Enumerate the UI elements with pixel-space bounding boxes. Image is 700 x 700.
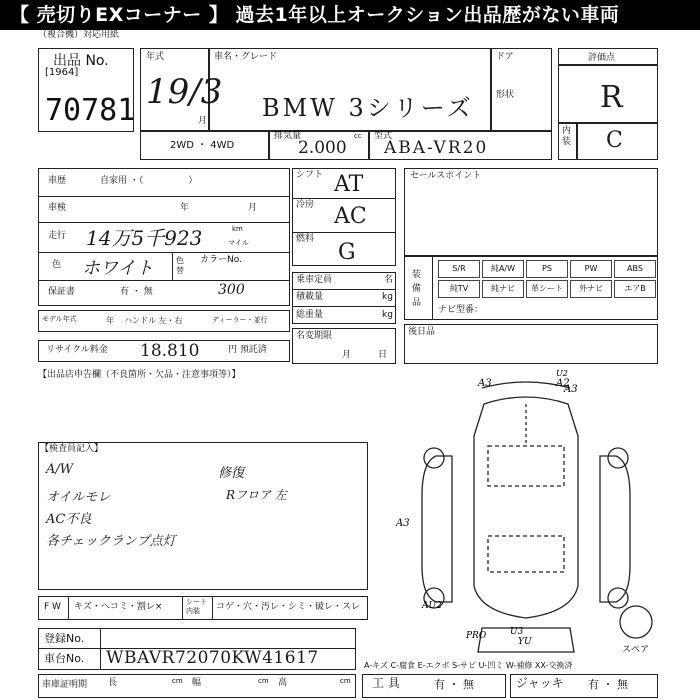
year-suffix: 月 bbox=[198, 116, 208, 126]
mark-2: A2 bbox=[556, 378, 570, 389]
equipment-item: 外ナビ bbox=[570, 280, 612, 298]
displacement-value: 2.000 bbox=[298, 138, 347, 158]
deadline-day: 日 bbox=[378, 350, 388, 360]
equipment-label: 装備品 bbox=[412, 270, 422, 308]
color-label: 色 bbox=[52, 260, 62, 270]
fw-label: F W bbox=[44, 602, 61, 612]
inspection-month: 月 bbox=[248, 203, 258, 213]
weight-label: 総重量 bbox=[296, 310, 324, 320]
recycle-label: リサイクル料金 bbox=[46, 345, 108, 355]
fuel-value: G bbox=[338, 240, 356, 265]
model-year-dealer: ディーラー・並行 bbox=[212, 316, 268, 324]
damage-legend: A-キズ C-腐食 E-エクボ S-サビ U-凹ミ W-補修 XX-交換済 bbox=[364, 661, 573, 670]
drive-options: 2WD ・ 4WD bbox=[170, 140, 235, 151]
inspector-right-1: 修復 bbox=[218, 466, 245, 481]
mark-4: A3 bbox=[396, 518, 410, 529]
mark-8: YU bbox=[518, 637, 532, 647]
load-label: 積載量 bbox=[296, 292, 324, 302]
lot-label: 出品 No. bbox=[53, 53, 109, 69]
model-label: 車名・グレード bbox=[214, 52, 278, 62]
tools-options: 有 ・ 無 bbox=[434, 678, 474, 691]
top-note: （複合機）対応用紙 bbox=[38, 30, 120, 40]
recycle-unit: 円 預託済 bbox=[228, 345, 267, 355]
aircon-value: AC bbox=[334, 204, 367, 229]
lot-small: [1964] bbox=[45, 67, 79, 78]
inspection-label: 車検 bbox=[48, 203, 67, 213]
color-code-label: カラーNo. bbox=[200, 255, 242, 265]
shift-value: AT bbox=[334, 172, 364, 197]
fuel-label: 燃料 bbox=[296, 234, 315, 244]
door-label: ドア bbox=[496, 52, 514, 62]
jack-options: 有 ・ 無 bbox=[588, 678, 628, 691]
post-check-box bbox=[404, 324, 658, 364]
inspection-year: 年 bbox=[180, 203, 190, 213]
vin-label: 車台No. bbox=[44, 652, 85, 665]
mileage-unit-mile: マイル bbox=[228, 239, 249, 247]
warranty-options: 有 ・ 無 bbox=[120, 287, 153, 297]
fw-items: キズ・ヘコミ・割レ× bbox=[74, 602, 163, 612]
warranty-label: 保証書 bbox=[48, 287, 76, 297]
mileage-label: 走行 bbox=[48, 231, 67, 241]
cert-col-6: cm bbox=[340, 677, 351, 685]
equipment-item: 純ナビ bbox=[482, 280, 524, 298]
mark-6: PRO bbox=[466, 631, 487, 641]
year-value: 19/3 bbox=[146, 72, 223, 112]
grade-value: R bbox=[600, 80, 623, 115]
banner-title: 【 売切りEXコーナー 】 過去1年以上オークション出品歴がない車両 bbox=[0, 0, 700, 30]
equipment-item: PS bbox=[526, 260, 568, 278]
color-change-label: 色替 bbox=[176, 256, 184, 275]
inspector-right-2: Rフロア 左 bbox=[226, 488, 287, 502]
vin-value: WBAVR72070KW41617 bbox=[106, 648, 319, 668]
capacity-unit: 名 bbox=[384, 275, 394, 285]
defect-report-label: 【出品店申告欄（不良箇所・欠品・注意事項等）】 bbox=[38, 370, 241, 380]
history-label: 車歴 bbox=[48, 176, 67, 186]
mark-3: A3 bbox=[564, 384, 578, 395]
damage-marks bbox=[395, 369, 649, 655]
aircon-label: 冷房 bbox=[296, 200, 315, 210]
cert-col-1: 長 bbox=[108, 678, 118, 688]
mark-1: A3 bbox=[478, 378, 492, 389]
shift-label: シフト bbox=[296, 170, 324, 180]
cert-col-3: 幅 bbox=[192, 678, 202, 688]
equipment-item: 純TV bbox=[438, 280, 480, 298]
interior-label: 内装 bbox=[562, 126, 572, 147]
year-label: 年式 bbox=[146, 52, 165, 62]
cert-col-2: cm bbox=[172, 677, 183, 685]
model-year-label: モデル年式 bbox=[42, 315, 77, 323]
displacement-unit: cc bbox=[354, 132, 362, 140]
displacement-label: 排気量 bbox=[274, 131, 302, 141]
equipment-item: S/R bbox=[438, 260, 480, 278]
reg-label: 登録No. bbox=[44, 632, 85, 645]
fw-seat: シート内装 bbox=[186, 598, 207, 615]
history-options: 自家用 ・（ ） bbox=[100, 176, 198, 186]
color-code-value: 300 bbox=[218, 282, 245, 298]
weight-unit: kg bbox=[382, 310, 393, 320]
equipment-item: PW bbox=[570, 260, 612, 278]
grade-label: 評価点 bbox=[588, 53, 616, 63]
equipment-item: 革シート bbox=[526, 280, 568, 298]
inspector-line-1: A/W bbox=[46, 462, 74, 477]
load-unit: kg bbox=[382, 292, 393, 302]
fw-items2: コゲ・穴・汚レ・シミ・破レ・スレ bbox=[216, 602, 361, 612]
recycle-value: 18.810 bbox=[140, 341, 200, 361]
equipment-item: ABS bbox=[614, 260, 656, 278]
type-label: 型式 bbox=[374, 131, 393, 141]
color-value: ホワイト bbox=[82, 258, 154, 279]
inspector-line-2: オイルモレ bbox=[46, 490, 111, 505]
spare-label: スペア bbox=[622, 645, 650, 655]
inspector-line-4: 各チェックランプ点灯 bbox=[46, 534, 176, 549]
lot-number: 70781 bbox=[45, 93, 136, 128]
model-value: BMW 3シリーズ bbox=[262, 94, 474, 122]
inspector-line-3: AC不良 bbox=[46, 512, 92, 527]
cert-col-5: 高 bbox=[278, 678, 288, 688]
model-year-handle: ハンドル 左・右 bbox=[124, 316, 183, 325]
cert-label: 車庫証明期 bbox=[42, 680, 88, 690]
jack-label: ジャッキ bbox=[516, 676, 564, 690]
shape-label: 形状 bbox=[496, 90, 515, 100]
cert-col-4: cm bbox=[258, 677, 269, 685]
mileage-unit-km: km bbox=[232, 225, 243, 233]
sales-point-label: セールスポイント bbox=[410, 171, 482, 181]
mark-5: AU2 bbox=[422, 601, 442, 611]
equipment-item: 純A/W bbox=[482, 260, 524, 278]
model-year-year: 年 bbox=[106, 316, 114, 325]
lot-box bbox=[38, 48, 134, 132]
interior-value: C bbox=[606, 128, 623, 153]
capacity-label: 乗車定員 bbox=[296, 275, 333, 285]
post-check-label: 後日品 bbox=[408, 327, 436, 337]
mark-7: U3 bbox=[510, 627, 524, 637]
car-damage-diagram bbox=[396, 369, 696, 666]
type-value: ABA-VR20 bbox=[384, 138, 489, 158]
mileage-value: 14万5千923 bbox=[86, 226, 203, 250]
deadline-month: 月 bbox=[342, 350, 352, 360]
tools-label: 工 具 bbox=[372, 676, 400, 690]
equipment-item: エアB bbox=[614, 280, 656, 298]
deadline-label: 名変期限 bbox=[296, 331, 333, 341]
mark-9: U2 bbox=[556, 369, 568, 378]
inspector-label: 【検査員記入】 bbox=[40, 444, 104, 454]
navi-label: ナビ型番： bbox=[438, 305, 484, 315]
